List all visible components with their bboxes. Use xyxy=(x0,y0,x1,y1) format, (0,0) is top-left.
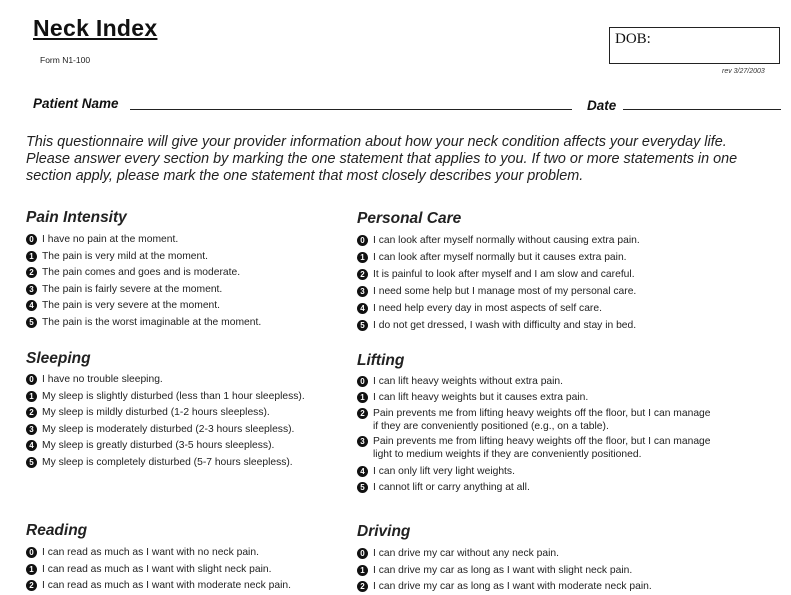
option-text: My sleep is greatly disturbed (3-5 hours sleepless). xyxy=(42,440,275,451)
option-4[interactable] xyxy=(357,302,640,315)
option-text: I can read as much as I want with moderate neck pain. xyxy=(42,580,291,591)
section-driving xyxy=(357,523,652,593)
option-4[interactable] xyxy=(26,439,305,452)
option-text: My sleep is mildly disturbed (1-2 hours sleepless). xyxy=(42,407,270,418)
option-text: if they are conveniently positioned (e.g., on a table). xyxy=(373,421,609,432)
option-number-icon: 4 xyxy=(26,300,37,311)
option-number-icon: 5 xyxy=(357,320,368,331)
option-number-icon: 3 xyxy=(357,286,368,297)
option-number-icon: 1 xyxy=(26,391,37,402)
section-personal-care xyxy=(357,210,640,332)
dob-field[interactable] xyxy=(609,27,780,64)
option-number-icon: 2 xyxy=(26,267,37,278)
option-2[interactable] xyxy=(26,266,261,279)
option-2[interactable] xyxy=(357,268,640,281)
option-number-icon: 2 xyxy=(26,407,37,418)
option-3[interactable] xyxy=(26,283,261,296)
option-number-icon: 1 xyxy=(357,392,368,403)
option-number-icon: 4 xyxy=(357,303,368,314)
option-2[interactable] xyxy=(357,407,711,433)
option-4[interactable] xyxy=(357,465,711,478)
option-number-icon: 0 xyxy=(357,548,368,559)
option-1[interactable] xyxy=(357,391,711,404)
option-1[interactable] xyxy=(26,250,261,263)
option-3[interactable] xyxy=(357,435,711,461)
option-number-icon: 5 xyxy=(26,317,37,328)
option-text: I can only lift very light weights. xyxy=(373,466,515,477)
option-text: I can read as much as I want with no neck pain. xyxy=(42,547,259,558)
option-text: I cannot lift or carry anything at all. xyxy=(373,482,530,493)
option-text: I can drive my car as long as I want with slight neck pain. xyxy=(373,564,633,576)
option-number-icon: 3 xyxy=(26,424,37,435)
option-1[interactable] xyxy=(26,390,305,403)
option-text: I can read as much as I want with slight neck pain. xyxy=(42,563,272,575)
option-text: Pain prevents me from lifting heavy weights off the floor, but I can manage xyxy=(373,408,711,419)
option-number-icon: 0 xyxy=(357,235,368,246)
option-1[interactable] xyxy=(357,251,640,264)
option-5[interactable] xyxy=(26,316,261,329)
section-sleeping xyxy=(26,350,305,469)
date-field[interactable] xyxy=(623,109,781,110)
option-5[interactable] xyxy=(357,319,640,332)
option-3[interactable] xyxy=(26,423,305,436)
option-text: The pain comes and goes and is moderate. xyxy=(42,267,241,278)
option-text: I can look after myself normally without causing extra pain. xyxy=(373,235,640,246)
option-text: light to medium weights if they are conveniently positioned. xyxy=(373,449,642,460)
option-0[interactable] xyxy=(357,375,711,388)
option-number-icon: 5 xyxy=(357,482,368,493)
dob-label: DOB: xyxy=(615,31,651,47)
option-number-icon: 2 xyxy=(357,269,368,280)
option-number-icon: 3 xyxy=(357,436,368,447)
option-number-icon: 0 xyxy=(26,547,37,558)
instructions-line: This questionnaire will give your provider information about how your neck condition affects your everyday life. xyxy=(26,134,727,150)
option-number-icon: 1 xyxy=(26,251,37,262)
option-2[interactable] xyxy=(26,579,291,592)
option-number-icon: 0 xyxy=(26,234,37,245)
option-text: Pain prevents me from lifting heavy weights off the floor, but I can manage xyxy=(373,436,711,447)
option-4[interactable] xyxy=(26,299,261,312)
patient-name-field[interactable] xyxy=(130,109,572,110)
section-title: Driving xyxy=(357,523,411,540)
option-0[interactable] xyxy=(357,234,640,247)
option-text: It is painful to look after myself and I am slow and careful. xyxy=(373,269,635,280)
option-text: I have no pain at the moment. xyxy=(42,234,179,245)
option-number-icon: 1 xyxy=(357,565,368,576)
option-number-icon: 2 xyxy=(357,581,368,592)
option-text: I do not get dressed, I wash with difficulty and stay in bed. xyxy=(373,320,637,331)
option-text: The pain is fairly severe at the moment. xyxy=(42,283,223,295)
date-label: Date xyxy=(587,98,617,113)
section-pain-intensity xyxy=(26,209,261,329)
instructions-line: Please answer every section by marking the one statement that applies to you. If two or more statements in one xyxy=(26,151,738,167)
option-text: My sleep is slightly disturbed (less than 1 hour sleepless). xyxy=(42,390,305,402)
option-0[interactable] xyxy=(26,233,261,246)
option-text: I need help every day in most aspects of self care. xyxy=(373,303,602,314)
option-number-icon: 2 xyxy=(26,580,37,591)
option-2[interactable] xyxy=(357,580,652,593)
option-text: The pain is the worst imaginable at the moment. xyxy=(42,316,262,328)
option-text: I can drive my car as long as I want with moderate neck pain. xyxy=(373,581,652,592)
option-text: My sleep is moderately disturbed (2-3 hours sleepless). xyxy=(42,423,295,435)
section-lifting xyxy=(357,352,711,494)
option-5[interactable] xyxy=(26,456,305,469)
option-number-icon: 3 xyxy=(26,284,37,295)
form-title: Neck Index xyxy=(33,15,158,41)
option-text: My sleep is completely disturbed (5-7 hours sleepless). xyxy=(42,456,293,468)
section-title: Pain Intensity xyxy=(26,209,127,226)
option-text: I can look after myself normally but it causes extra pain. xyxy=(373,252,627,263)
section-title: Lifting xyxy=(357,352,405,369)
option-text: The pain is very mild at the moment. xyxy=(42,250,208,262)
option-0[interactable] xyxy=(357,547,652,560)
option-text: I can lift heavy weights without extra pain. xyxy=(373,376,564,387)
option-number-icon: 1 xyxy=(26,564,37,575)
section-reading xyxy=(26,522,291,592)
section-title: Sleeping xyxy=(26,350,91,367)
option-number-icon: 5 xyxy=(26,457,37,468)
form-id: Form N1-100 xyxy=(40,55,91,65)
option-text: I need some help but I manage most of my personal care. xyxy=(373,286,637,297)
option-number-icon: 1 xyxy=(357,252,368,263)
revision-note: rev 3/27/2003 xyxy=(722,68,765,75)
option-5[interactable] xyxy=(357,481,711,494)
instructions xyxy=(26,134,786,185)
option-3[interactable] xyxy=(357,285,640,298)
instructions-line: section apply, please mark the one statement that most closely describes your problem. xyxy=(26,168,584,184)
option-0[interactable] xyxy=(26,546,291,559)
option-2[interactable] xyxy=(26,406,305,419)
option-text: The pain is very severe at the moment. xyxy=(42,300,220,311)
option-number-icon: 0 xyxy=(357,376,368,387)
option-text: I can drive my car without any neck pain. xyxy=(373,548,560,559)
option-0[interactable] xyxy=(26,373,305,386)
option-text: I have no trouble sleeping. xyxy=(42,374,163,385)
section-title: Reading xyxy=(26,522,88,539)
option-number-icon: 2 xyxy=(357,408,368,419)
option-number-icon: 4 xyxy=(26,440,37,451)
section-title: Personal Care xyxy=(357,210,462,227)
option-1[interactable] xyxy=(26,563,291,576)
option-number-icon: 0 xyxy=(26,374,37,385)
option-number-icon: 4 xyxy=(357,466,368,477)
patient-name-label: Patient Name xyxy=(33,96,119,111)
option-1[interactable] xyxy=(357,564,652,577)
option-text: I can lift heavy weights but it causes extra pain. xyxy=(373,392,589,403)
